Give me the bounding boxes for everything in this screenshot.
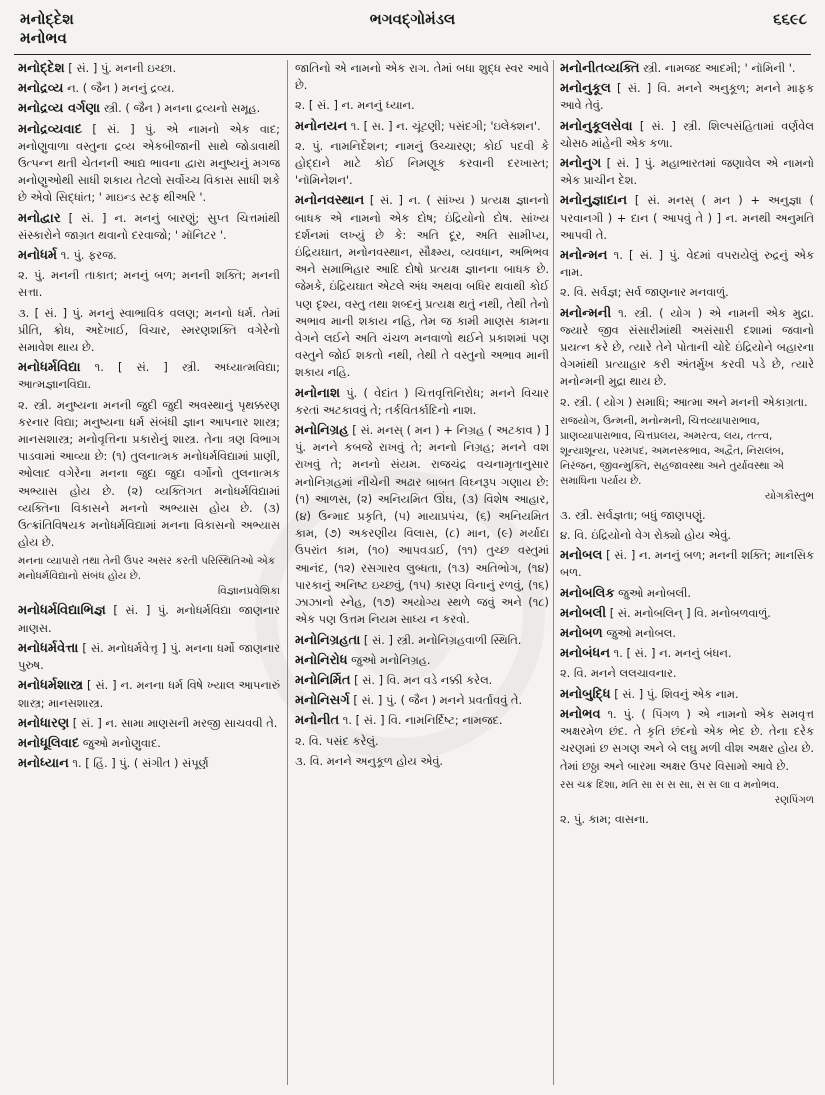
definition-text: જુઓ મનોબલ.	[606, 626, 676, 641]
definition-text: જુઓ મનોબલી.	[618, 585, 692, 600]
dictionary-entry	[560, 80, 814, 114]
headword: મનોનાશ	[295, 385, 341, 401]
headword: મનોદ્રવ્ય	[18, 81, 64, 97]
dictionary-entry	[560, 60, 814, 77]
entry-sense	[18, 305, 280, 357]
entry-sense	[560, 507, 814, 524]
dictionary-entry	[18, 210, 280, 244]
definition-text: [ સં. ] પું. મનની ઇચ્છા.	[68, 61, 177, 75]
entry-sense	[560, 811, 814, 828]
definition-text: ૨. પું. મનની તાકાત; મનનું બળ; મનની શક્તિ; મનની સત્તા.	[18, 268, 280, 300]
definition-text: ૪. વિ. ઇંદ્રિયોનો વેગ રોક્યો હોય એવું.	[560, 528, 731, 543]
headword: મનોનિસર્ગ	[295, 693, 350, 709]
page-number: ૬૬૯૮	[773, 10, 807, 28]
definition-text: [ સં. મનસ્ ( મન ) + અનુજ્ઞા ( પરવાનગી ) + દાન ( આપવું તે ) ] ન. મનથી અનુમતિ આપવી તે.	[560, 193, 814, 242]
headword: મનોનુકૂલ	[560, 81, 611, 97]
definition-text: ૨. વિ. મનને લલચાવનાર.	[560, 666, 677, 681]
dictionary-entry	[560, 305, 814, 391]
dictionary-entry	[295, 118, 549, 135]
headword: મનોધર્મશાસ્ત્ર	[18, 678, 84, 694]
definition-text: ૩. સ્ત્રી. સર્વજ્ઞતા; બધું જાણપણું.	[560, 507, 706, 522]
note-text: રસ ચક્ર દિશા, મતિ સા સ સ સા, સ સ લા વ મનોભવ.	[560, 778, 780, 791]
definition-text: [ સં. ] પું. મનોધર્મવિદ્યા જાણનાર માણસ.	[18, 603, 280, 635]
entry-sense	[560, 665, 814, 682]
headword: મનોનિરોધ	[295, 652, 348, 668]
definition-text: [ સં. ] ન. મનનું બળ; મનની શક્તિ; માનસિક બળ.	[560, 548, 814, 580]
dictionary-entry	[560, 585, 814, 602]
note-source: યોગકૌસ્તુભ	[764, 489, 814, 502]
column-divider	[287, 60, 288, 1085]
definition-text: [ સં. ] ન. ( સાંખ્ય ) પ્રત્યક્ષ જ્ઞાનનો બાધક એ નામનો એક દોષ; ઇંદ્રિયોનો દોષ. સાંખ્ય દર્શનમાં લખ્યું છે કે: અતિ દૂર, અતિ સામીપ્ય, ઇંદ્રિયઘાત, મનોનવસ્થાન, સૌક્ષ્મ્ય, વ્યવધાન, અભિભવ અને સમાભિહાર આદિ દોષો પ્રત્યક્ષ જ્ઞાનના બાધક છે. જેમકે, ઇંદ્રિયઘાત એટલે અંધ અથવા બધિર થવાથી કોઈ પણ દૃશ્ય, વસ્તુ તથા શબ્દનું પ્રત્યક્ષ થતું નથી, તેથી તેનો અભાવ માની શકાય નહિ, તેમ જ કામી માણસ કામના વેગને લઈને અતિ ચંચળ મનવાળો થઈને પ્રકાશમાં પણ વસ્તુને જોઈ શકતો નથી, તેથી તે વસ્તુનો અભાવ માની શકાય નહિ.	[295, 193, 549, 380]
headword: મનોનયન	[295, 118, 348, 134]
definition-text: જુઓ મનોણુવાદ.	[82, 735, 161, 750]
definition-text: [ સં. મનોબલિન્ ] વિ. મનોબળવાળું.	[609, 605, 771, 620]
headword: મનોનવસ્થાન	[295, 193, 365, 209]
headword: મનોનીતવ્યક્તિ	[560, 61, 640, 76]
headword: મનોનિગ્રહતા	[295, 632, 361, 648]
definition-text: સ્ત્રી. ( જૈન ) મનના દ્રવ્યનો સમૂહ.	[103, 101, 261, 116]
definition-text: પું. ( વેદાંત ) ચિત્તવૃત્તિનિરોધ; મનને વિચાર કરતાં અટકાવવું તે; તર્કવિતર્કાદિનો નાશ.	[295, 385, 549, 417]
definition-text: ૧. પું. ( પિંગળ ) એ નામનો એક સમવૃત્ત અક્ષરમેળ છંદ. તે કૃતિ છંદનો એક ભેદ છે. તેના દરેક ચરણમાં છ સગણ અને બે લઘુ મળી વીશ અક્ષર હોય છે. તેમાં છઠ્ઠા અને બારમા અક્ષર ઉપર વિસામો આવે છે.	[560, 706, 814, 773]
headword: મનોન્મન	[560, 248, 608, 264]
quotation-note	[560, 778, 814, 808]
headword: મનોનિગ્રહ	[295, 423, 349, 439]
entry-sense	[295, 97, 549, 114]
headword: મનોદ્દેશ	[18, 61, 65, 76]
dictionary-entry	[560, 706, 814, 775]
dictionary-entry	[560, 247, 814, 281]
entry-sense	[295, 753, 549, 770]
column-left	[18, 60, 280, 1089]
headword: મનોધર્મવિદ્યા	[18, 360, 81, 376]
definition-text: ૨. પું. કામ; વાસના.	[560, 811, 649, 826]
note-source: રણપિંગળ	[774, 793, 814, 806]
definition-text: [ સં. ] સ્ત્રી. શિલ્પસંહિતામાં વર્ણવેલ ચોસઠ માંહેની એક કળા.	[560, 118, 814, 150]
note-text: મનના વ્યાપારો તથા તેની ઉપર અસર કરતી પરિસ્થિતિઓ એક મનોધર્મવિદ્યાનો સંબંધ હોય છે.	[18, 555, 276, 583]
definition-text: [ સં. ] વિ. મન વડે નક્કી કરેલ.	[354, 672, 493, 687]
headword: મનોનીત	[295, 713, 340, 729]
entry-sense	[560, 284, 814, 301]
dictionary-entry	[18, 640, 280, 674]
definition-text: ૩. વિ. મનને અનુકૂળ હોય એવું.	[295, 753, 444, 768]
quotation-note	[18, 554, 280, 599]
dictionary-entry	[560, 625, 814, 642]
definition-text: [ સં. ] સ્ત્રી. મનોનિગ્રહવાળી સ્થિતિ.	[363, 632, 522, 647]
headword: મનોનુકૂલસેવા	[560, 118, 633, 134]
definition-text: [ સં. ] ન. મનનું બારણું; સુપ્ત ચિત્તમાંથી સંસ્કારોને જાગ્રત થવાનો દરવાજો; ' મૉનિટર '.	[18, 210, 280, 242]
column-middle	[295, 60, 549, 1089]
page-header	[14, 6, 811, 50]
definition-text: ૨. સ્ત્રી. મનુષ્યના મનની જુદી જુદી અવસ્થાનું પૃથક્કરણ કરનાર વિદ્યા; મનુષ્યના ધર્મ સંબંધી જ્ઞાન આપનાર શાસ્ત્ર; માનસશાસ્ત્ર; મનોવૃત્તિના પ્રકારોનું શાસ્ત્ર. તેના ત્રણ વિભાગ પાડવામાં આવ્યા છે: (૧) તુલનાત્મક મનોધર્મવિદ્યામાં પ્રાણી, ઓલાદ વગેરેના મનના જુદા જુદા વર્ગોનો તુલનાત્મક અભ્યાસ હોય છે. (૨) વ્યક્તિગત મનોધર્મવિદ્યામાં વ્યક્તિના વિકાસને મનનો અભ્યાસ હોય છે. (૩) ઉત્ક્રાંતિવિષયક મનોધર્મવિદ્યામાં મનના વિકાસનો અભ્યાસ હોય છે.	[18, 397, 280, 550]
dictionary-entry	[18, 735, 280, 752]
headword: મનોન્મની	[560, 305, 612, 321]
dictionary-entry	[18, 602, 280, 636]
dictionary-entry	[295, 672, 549, 689]
entry-sense	[295, 138, 549, 190]
definition-text: ૨. વિ. પસંદ કરેલું.	[295, 733, 379, 748]
column-divider	[553, 60, 554, 1085]
definition-text: ૨. વિ. સર્વજ્ઞ; સર્વ જાણનાર મનવાળું.	[560, 285, 729, 300]
headword: મનોભવ	[560, 706, 601, 722]
guide-word-first: મનોદ્દેશ	[20, 10, 74, 28]
headword: મનોબલ	[560, 548, 603, 564]
dictionary-entry	[560, 155, 814, 189]
dictionary-entry	[295, 692, 549, 709]
definition-text: ૧. સ્ત્રી. ( યોગ ) એ નામની એક મુદ્રા. જ્યારે જીવ સંસારીમાંથી અસંસારી દશામાં જવાનો પ્રયત્ન કરે છે, ત્યારે તેને પોતાની ચોદે ઇંદ્રિયોને બહારના વેગમાંથી પ્રત્યાહાર કરી અંતર્મુખ કરવી પડે છે, ત્યારે મનોન્મની મુદ્રા થાય છે.	[560, 305, 814, 389]
headword: મનોધ્યાન	[18, 756, 69, 772]
dictionary-entry	[18, 755, 280, 772]
headword: મનોબળ	[560, 626, 603, 642]
dictionary-entry	[560, 192, 814, 244]
headword: મનોધારણ	[18, 715, 70, 731]
dictionary-entry	[295, 632, 549, 649]
headword: મનોનિર્મિત	[295, 672, 351, 688]
dictionary-entry	[18, 677, 280, 711]
dictionary-entry	[295, 422, 549, 628]
guide-word-last: મનોભવ	[20, 29, 67, 47]
headword: મનોબંધન	[560, 646, 611, 662]
header-rule	[14, 54, 811, 55]
definition-text: ૧. [ સં. ] વિ. નામનિર્દિષ્ટ; નામજદ.	[342, 713, 503, 728]
headword: મનોધર્મવેત્તા	[18, 640, 79, 656]
dictionary-entry	[18, 60, 280, 77]
headword: મનોબલી	[560, 605, 607, 621]
definition-text: સ્ત્રી. નામજદ આદમી; ' નૉમિની '.	[643, 61, 796, 75]
dictionary-entry	[560, 645, 814, 662]
definition-text: [ સં. મનસ્ ( મન ) + નિગ્રહ ( અટકાવ ) ] પું. મનને કબજે રાખવું તે; મનનો નિગ્રહ; મનને વશ રાખવું તે; મનનો સંયમ. રાજચંદ્ર વચનામૃતાનુસાર મનોનિગ્રહમાં નીચેની અઢાર બાબત વિઘ્નરૂપ ગણાય છે: (૧) આળસ, (૨) અનિયમિત ઊંઘ, (૩) વિશેષ આહાર, (૪) ઉન્માદ પ્રકૃતિ, (૫) માયાપ્રપંચ, (૬) અનિયમિત કામ, (૭) અકરણીય વિલાસ, (૮) માન, (૯) મર્યાદા ઉપરાંત કામ, (૧૦) આપવડાઈ, (૧૧) તુચ્છ વસ્તુમાં આનંદ, (૧૨) રસગારવ લુબ્ધતા, (૧૩) અતિભોગ, (૧૪) પારકાનું અનિષ્ટ ઇચ્છવું, (૧૫) કારણ વિનાનું રળવું, (૧૬) ઝાઝાનો સ્નેહ, (૧૭) અયોગ્ય સ્થળે જવું અને (૧૮) એક પણ ઉત્તમ નિયમ સાધ્ય ન કરવો.	[295, 423, 549, 627]
definition-text: ન. ( જૈન ) મનનું દ્રવ્ય.	[67, 81, 175, 96]
headword: મનોનુજ્ઞાદાન	[560, 193, 628, 209]
definition-text: ૧. પું. ફરજ.	[60, 248, 117, 263]
entry-sense	[295, 733, 549, 750]
headword: મનોધર્મ	[18, 248, 58, 264]
definition-text: ૧. [ સં. ] સ્ત્રી. અધ્યાત્મવિદ્યા; આત્મજ્ઞાનવિદ્યા.	[18, 360, 280, 392]
headword: મનોબુદ્ધિ	[560, 686, 611, 702]
note-text: રાજયોગ, ઉન્મની, મનોન્મની, ચિત્તવ્યાપારાભાવ, પ્રાણવ્યાપારાભાવ, ચિત્તપ્રલય, અમરત્વ, લય, તત્ત્વ, શૂન્યાશૂન્ય, પરમપદ, અમનસ્કભાવ, અદ્વૈત, નિરાલંબ, નિરંજન, જીવન્મુક્તિ, સહજાવસ્થા અને તુર્યાવસ્થા એ સમાધિના પર્યાય છે.	[560, 414, 785, 487]
quotation-note	[560, 414, 814, 504]
note-source: વિજ્ઞાનપ્રવેશિકા	[217, 585, 280, 598]
dictionary-entry	[560, 605, 814, 622]
dictionary-entry	[295, 712, 549, 729]
definition-text: જાતિનો એ નામનો એક રાગ. તેમાં બધા શુદ્ધ સ્વર આવે છે.	[295, 61, 549, 93]
dictionary-entry	[18, 121, 280, 207]
definition-text: ૧. [ હિં. ] પું. ( સંગીત ) સંપૂર્ણ	[72, 756, 209, 771]
dictionary-entry	[560, 686, 814, 703]
definition-text: [ સં. ] પું. શિવનું એક નામ.	[614, 686, 739, 701]
definition-text: [ સં. ] વિ. મનને અનુકૂળ; મનને માફક આવે તેવું.	[560, 81, 814, 113]
headword: મનોનુગ	[560, 156, 602, 172]
definition-text: [ સં. મનોધર્મવેત્તૃ ] પું. મનના ધર્મો જાણનાર પુરુષ.	[18, 640, 280, 673]
dictionary-entry	[18, 80, 280, 97]
column-right	[560, 60, 814, 1089]
dictionary-entry	[295, 192, 549, 381]
definition-text: ૨. પું. નામનિર્દેશન; નામનું ઉચ્ચારણ; કોઈ પદવી કે હોદ્દાને માટે કોઈ નિમણૂક કરવાની દરખાસ્ત; 'નૉમિનેશન'.	[295, 138, 549, 188]
dictionary-entry	[18, 247, 280, 264]
headword: મનોદ્રવ્યવાદ	[18, 121, 82, 137]
entry-sense	[560, 394, 814, 411]
dictionary-entry	[295, 385, 549, 419]
definition-text: ૨. [ સં. ] ન. મનનું ધ્યાન.	[295, 98, 415, 113]
entry-sense	[295, 60, 549, 94]
headword: મનોદ્રવ્ય વર્ગણા	[18, 101, 101, 117]
definition-text: ૧. [ સં. ] ન. મનનું બંધન.	[613, 646, 732, 661]
definition-text: [ સં. ] પું. ( જૈન ) મનને પ્રવર્તાવવું તે.	[353, 693, 523, 708]
page-title: ભગવદ્ગોમંડલ	[369, 10, 456, 28]
dictionary-entry	[18, 715, 280, 732]
definition-text: ૧. [ સ. ] ન. ચૂંટણી; પસંદગી; 'ઇલેક્શન'.	[350, 118, 541, 133]
entry-sense	[18, 397, 280, 552]
headword: મનોદ્વાર	[18, 210, 61, 226]
definition-text: [ સં. ] ન. સામા માણસની મરજી સાચવવી તે.	[72, 715, 278, 730]
definition-text: જુઓ મનોનિગ્રહ.	[351, 652, 431, 667]
definition-text: [ સં. ] પું. એ નામનો એક વાદ; મનોણુવાળા વસ્તુના દ્રવ્ય એકબીજાની સાથે જોડાવાથી ઉત્પન્ન થતી ચેતનની આદ્ય ભાવના દ્વારા મનુષ્યનું મગજ મનોણુઓથી સાધી શકાય તેટલો સર્વોચ્ચ વિકાસ સાધી શકે છે એવો સિદ્ધાંત; ' માઇન્ડ સ્ટફ થીઅરિ '.	[18, 121, 280, 205]
definition-text: [ સં. ] ન. મનના ધર્મ વિષે ખ્યાલ આપનારું શાસ્ત્ર; માનસશાસ્ત્ર.	[18, 678, 280, 710]
dictionary-entry	[295, 652, 549, 669]
dictionary-entry	[18, 100, 280, 117]
entry-sense	[560, 527, 814, 544]
definition-text: ૧. [ સં. ] પું. વેદમાં વપરાયેલું રુદ્રનું એક નામ.	[560, 248, 814, 280]
definition-text: ૨. સ્ત્રી. ( યોગ ) સમાધિ; આત્મા અને મનની એકાગ્રતા.	[560, 394, 808, 409]
entry-sense	[18, 267, 280, 301]
dictionary-entry	[560, 547, 814, 581]
definition-text: [ સં. ] પું. મહાભારતમાં જણાવેલ એ નામનો એક પ્રાચીન દેશ.	[560, 156, 814, 188]
dictionary-entry	[18, 359, 280, 393]
headword: મનોધૂલિવાદ	[18, 735, 80, 751]
definition-text: ૩. [ સં. ] પું. મનનું સ્વાભાવિક વલણ; મનનો ધર્મ. તેમાં પ્રીતિ, ક્રોધ, અદેખાઈ, વિચાર, સ્મરણશક્તિ વગેરેનો સમાવેશ થાય છે.	[18, 305, 280, 355]
headword: મનોબલિક	[560, 585, 615, 601]
headword: મનોધર્મવિદ્યાભિજ્ઞ	[18, 603, 106, 619]
dictionary-entry	[560, 118, 814, 152]
